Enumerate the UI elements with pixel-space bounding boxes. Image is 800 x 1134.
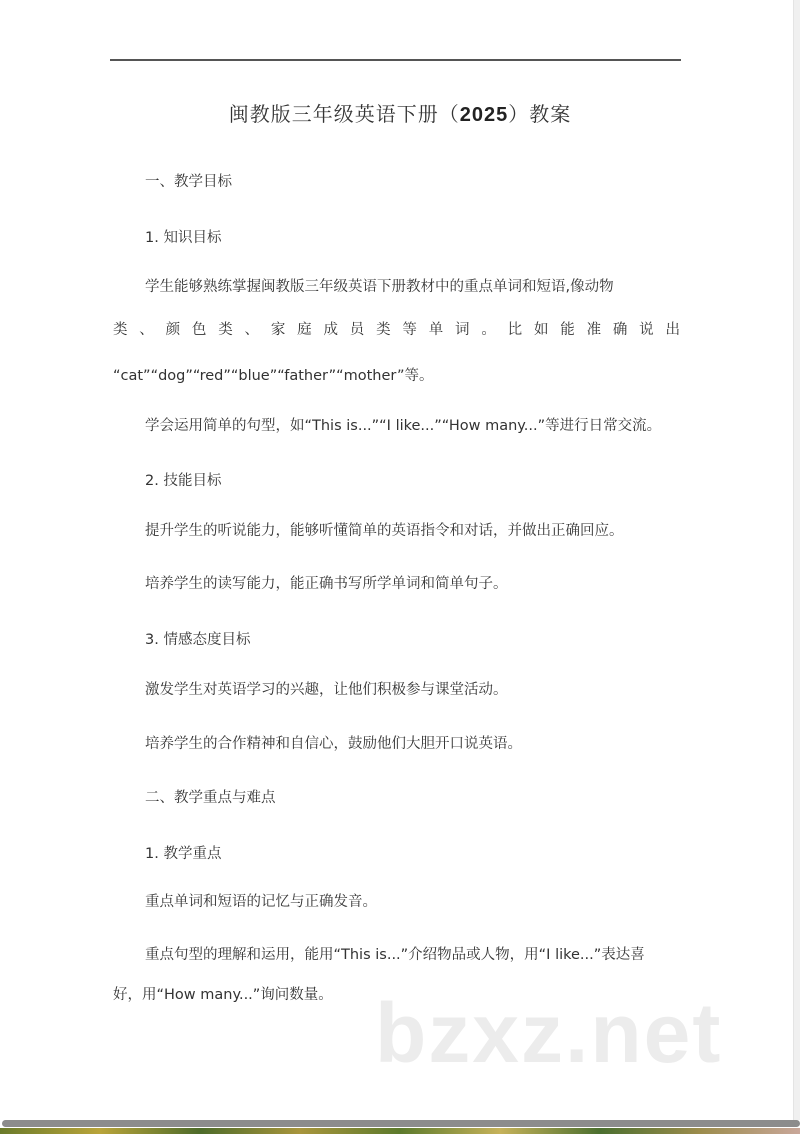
title-suffix: ）教案 [508,102,572,126]
paragraph-line: “cat”“dog”“red”“blue”“father”“mother”等。 [113,368,434,384]
paragraph-line: 学生能够熟练掌握闽教版三年级英语下册教材中的重点单词和短语,像动物 [145,279,614,295]
section-heading: 一、教学目标 [145,174,232,190]
paragraph-line: 学会运用简单的句型，如“This is...”“I like...”“How many...”等进行日常交流。 [145,418,662,434]
document-title [0,98,800,127]
section-heading: 二、教学重点与难点 [145,790,276,806]
title-text: 闽教版三年级英语下册（ [228,102,460,126]
paragraph-line: 重点单词和短语的记忆与正确发音。 [145,894,377,910]
header-rule [110,59,681,61]
paragraph-line: 激发学生对英语学习的兴趣，让他们积极参与课堂活动。 [145,682,508,698]
watermark: bzxz.net [375,986,723,1080]
title-year: 2025 [459,104,509,126]
subsection-heading: 3. 情感态度目标 [145,632,251,648]
subsection-heading: 1. 知识目标 [145,230,222,246]
vertical-scrollbar[interactable] [793,0,800,1120]
background-strip [0,1128,800,1134]
paragraph-line: 类 、 颜 色 类 、 家 庭 成 员 类 等 单 词 。 比 如 能 准 确 说 出 [113,322,680,338]
subsection-heading: 2. 技能目标 [145,473,222,489]
subsection-heading: 1. 教学重点 [145,846,222,862]
paragraph-line: 好，用“How many...”询问数量。 [113,987,333,1003]
paragraph-line: 重点句型的理解和运用，能用“This is...”介绍物品或人物，用“I like...”表达喜 [145,947,645,963]
paragraph-line: 培养学生的读写能力，能正确书写所学单词和简单句子。 [145,576,508,592]
paragraph-line: 提升学生的听说能力，能够听懂简单的英语指令和对话，并做出正确回应。 [145,523,624,539]
paragraph-line: 培养学生的合作精神和自信心，鼓励他们大胆开口说英语。 [145,736,522,752]
horizontal-scrollbar[interactable] [2,1120,800,1127]
